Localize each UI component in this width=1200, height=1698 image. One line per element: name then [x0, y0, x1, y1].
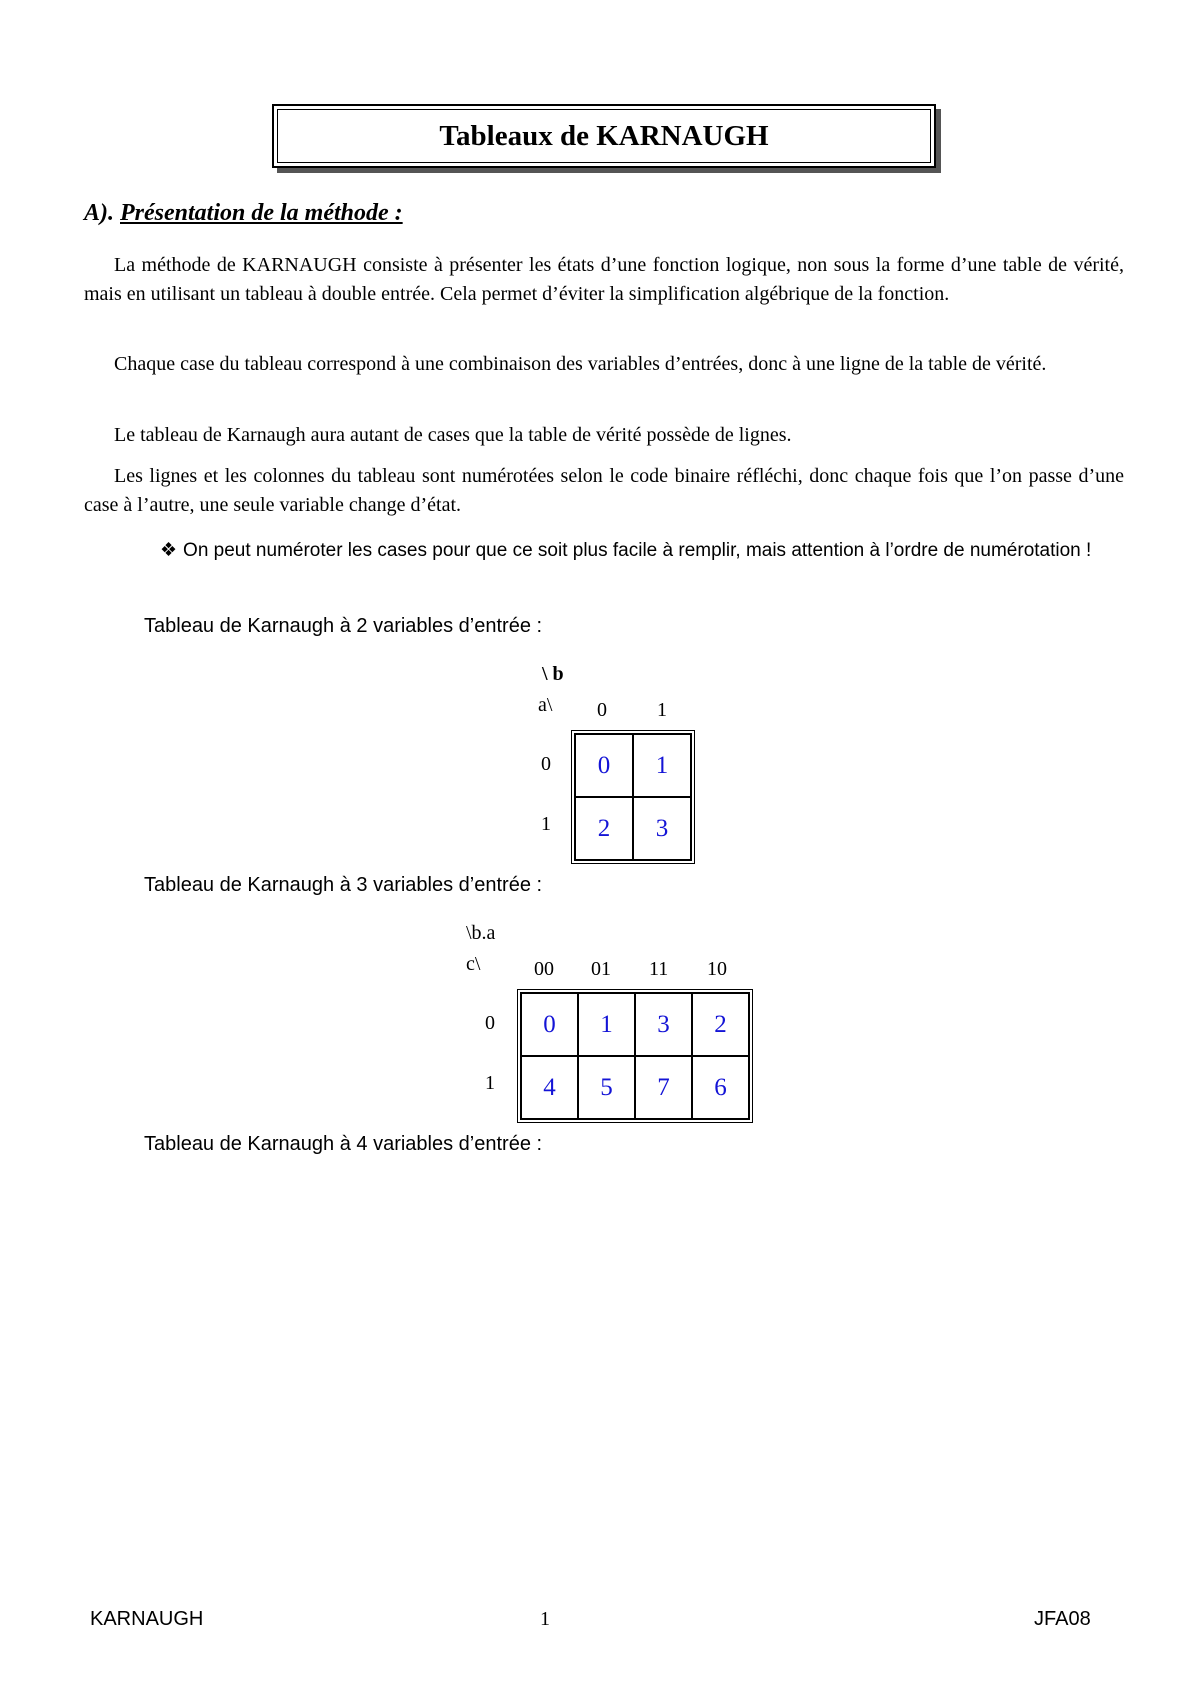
kmap3-cell: 1 — [578, 993, 635, 1056]
kmap3-grid — [517, 989, 753, 1123]
kmap3-cell: 3 — [635, 993, 692, 1056]
kmap3-cell: 4 — [521, 1056, 578, 1119]
kmap2-corner-bottom: a\ — [538, 694, 553, 716]
note-text: On peut numéroter les cases pour que ce soit plus facile à remplir, mais attention à l’ordre de numérotation ! — [183, 540, 1092, 561]
section-number: A). — [84, 200, 114, 226]
kmap3-cell: 2 — [692, 993, 749, 1056]
kmap3-corner-bottom: c\ — [466, 953, 481, 975]
kmap2-cell: 2 — [575, 797, 633, 860]
page-title: Tableaux de KARNAUGH — [439, 119, 769, 152]
kmap3-row-header: 0 — [485, 1012, 495, 1034]
section-title: Présentation de la méthode : — [120, 200, 403, 226]
paragraph-4: Les lignes et les colonnes du tableau sont numérotées selon le code binaire réfléchi, donc chaque fois que l’on passe d’une case à l’autre, une seule variable change d’état. — [84, 465, 1124, 516]
kmap2-row-header: 0 — [541, 753, 551, 775]
caption-3-variables: Tableau de Karnaugh à 3 variables d’entrée : — [144, 874, 543, 896]
caption-2-variables: Tableau de Karnaugh à 2 variables d’entrée : — [144, 615, 543, 637]
footer-left: KARNAUGH — [90, 1608, 204, 1630]
kmap3-cell: 0 — [521, 993, 578, 1056]
kmap3-col-header: 00 — [534, 958, 554, 980]
kmap3-cell: 5 — [578, 1056, 635, 1119]
caption-4-variables: Tableau de Karnaugh à 4 variables d’entrée : — [144, 1133, 543, 1155]
kmap2-cell: 0 — [575, 734, 633, 797]
kmap2-corner-top: \ b — [542, 663, 564, 685]
kmap2-col-header: 0 — [597, 699, 607, 721]
kmap3-col-header: 10 — [707, 958, 727, 980]
kmap2-grid — [571, 730, 695, 864]
kmap3-col-header: 11 — [649, 958, 669, 980]
page-number: 1 — [540, 1608, 550, 1630]
kmap3-corner-top: \b.a — [466, 922, 496, 944]
kmap2-col-header: 1 — [657, 699, 667, 721]
kmap3-cell: 7 — [635, 1056, 692, 1119]
paragraph-2: Chaque case du tableau correspond à une combinaison des variables d’entrées, donc à une ligne de la table de vérité. — [114, 353, 1047, 375]
paragraph-3: Le tableau de Karnaugh aura autant de cases que la table de vérité possède de lignes. — [114, 424, 792, 446]
kmap3-cell: 6 — [692, 1056, 749, 1119]
kmap3-row-header: 1 — [485, 1072, 495, 1094]
title-box — [272, 104, 936, 168]
footer-right: JFA08 — [1034, 1608, 1091, 1630]
kmap2-row-header: 1 — [541, 813, 551, 835]
section-heading — [84, 200, 403, 227]
diamond-bullet-icon: ❖ — [160, 540, 178, 561]
kmap3-col-header: 01 — [591, 958, 611, 980]
note — [160, 536, 1100, 565]
kmap2-cell: 3 — [633, 797, 691, 860]
paragraph-1: La méthode de KARNAUGH consiste à présenter les états d’une fonction logique, non sous la forme d’une table de vérité, mais en utilisant un tableau à double entrée. Cela permet d’éviter la simplification algébrique de la fonction. — [84, 254, 1124, 305]
kmap2-cell: 1 — [633, 734, 691, 797]
